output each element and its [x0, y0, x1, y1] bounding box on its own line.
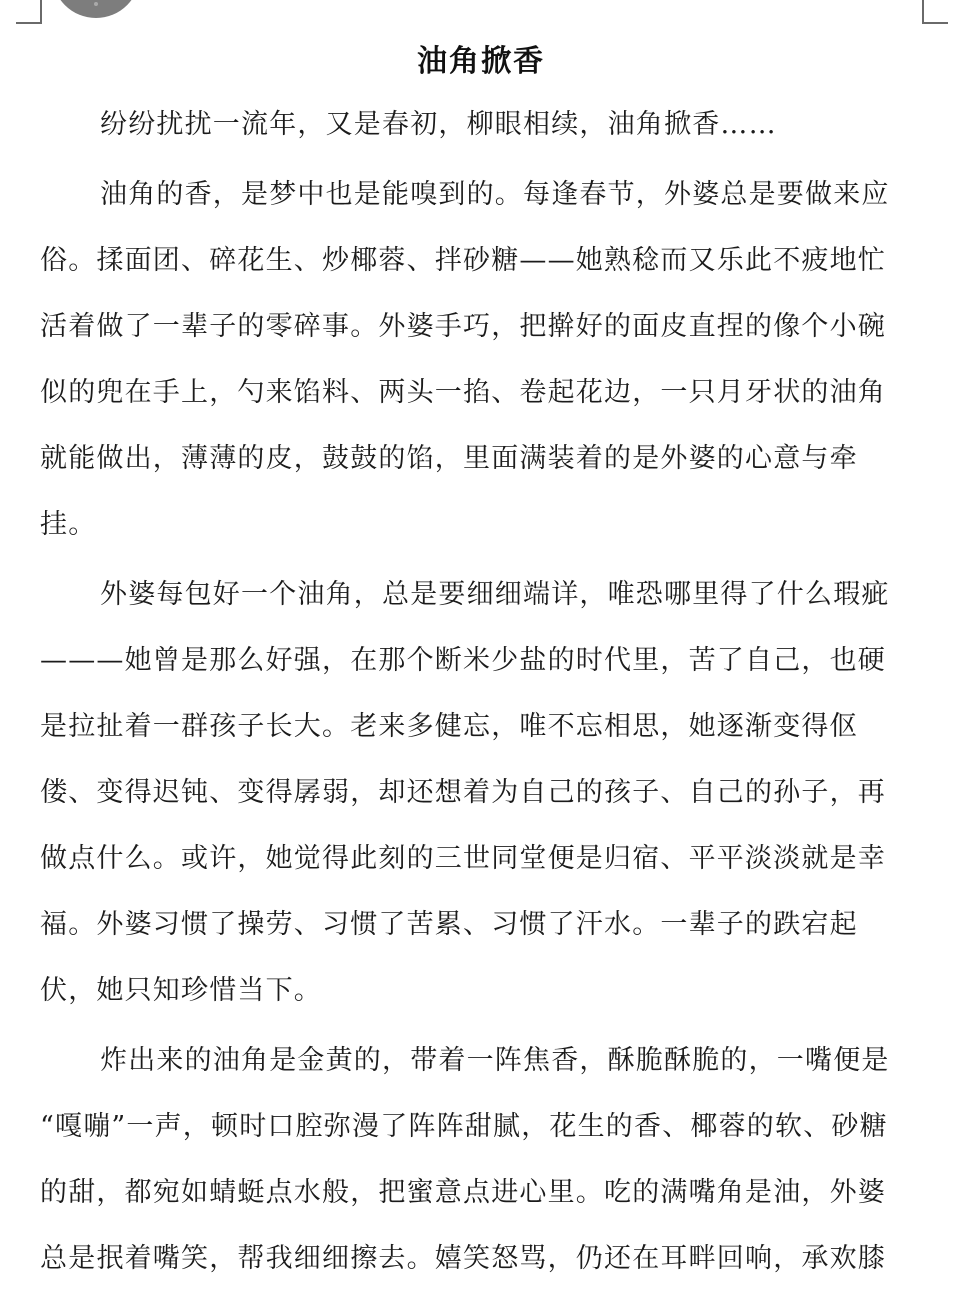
- paragraph-4-line-2: “嘎嘣”一声，顿时口腔弥漫了阵阵甜腻，花生的香、椰蓉的软、砂糖: [40, 1111, 888, 1142]
- document-title: 油角掀香: [417, 44, 545, 79]
- paragraph-2-line-3: 活着做了一辈子的零碎事。外婆手巧，把擀好的面皮直捏的像个小碗: [40, 311, 886, 342]
- paragraph-3-line-7: 伏，她只知珍惜当下。: [40, 975, 322, 1006]
- back-button[interactable]: [52, 0, 140, 18]
- paragraph-2-line-6: 挂。: [40, 509, 97, 540]
- paragraph-2-line-5: 就能做出，薄薄的皮，鼓鼓的馅，里面满装着的是外婆的心意与牵: [40, 443, 858, 474]
- paragraph-3-line-2: ———她曾是那么好强，在那个断米少盐的时代里，苦了自己，也硬: [40, 645, 886, 676]
- paragraph-4-line-4: 总是抿着嘴笑，帮我细细擦去。嬉笑怒骂，仍还在耳畔回响，承欢膝: [40, 1243, 886, 1274]
- document-body: [40, 100, 920, 1300]
- crop-mark-top-left: [16, 0, 42, 24]
- paragraph-3-line-3: 是拉扯着一群孩子长大。老来多健忘，唯不忘相思，她逐渐变得伛: [40, 711, 858, 742]
- paragraph-3-line-4: 偻、变得迟钝、变得孱弱，却还想着为自己的孩子、自己的孙子，再: [40, 777, 886, 808]
- paragraph-3-line-5: 做点什么。或许，她觉得此刻的三世同堂便是归宿、平平淡淡就是幸: [40, 843, 886, 874]
- crop-mark-top-right: [922, 0, 948, 24]
- back-button-icon: [94, 2, 98, 6]
- paragraph-3-line-1: 外婆每包好一个油角，总是要细细端详，唯恐哪里得了什么瑕疵: [100, 579, 890, 610]
- paragraph-1-line-1: 纷纷扰扰一流年，又是春初，柳眼相续，油角掀香……: [100, 109, 777, 140]
- paragraph-4-line-1: 炸出来的油角是金黄的，带着一阵焦香，酥脆酥脆的，一嘴便是: [100, 1045, 890, 1076]
- paragraph-2-line-4: 似的兜在手上，勺来馅料、两头一掐、卷起花边，一只月牙状的油角: [40, 377, 886, 408]
- paragraph-4-line-3: 的甜，都宛如蜻蜓点水般，把蜜意点进心里。吃的满嘴角是油，外婆: [40, 1177, 886, 1208]
- paragraph-3-line-6: 福。外婆习惯了操劳、习惯了苦累、习惯了汗水。一辈子的跌宕起: [40, 909, 858, 940]
- paragraph-2-line-2: 俗。揉面团、碎花生、炒椰蓉、拌砂糖——她熟稔而又乐此不疲地忙: [40, 245, 886, 276]
- paragraph-2-line-1: 油角的香，是梦中也是能嗅到的。每逢春节，外婆总是要做来应: [100, 179, 890, 210]
